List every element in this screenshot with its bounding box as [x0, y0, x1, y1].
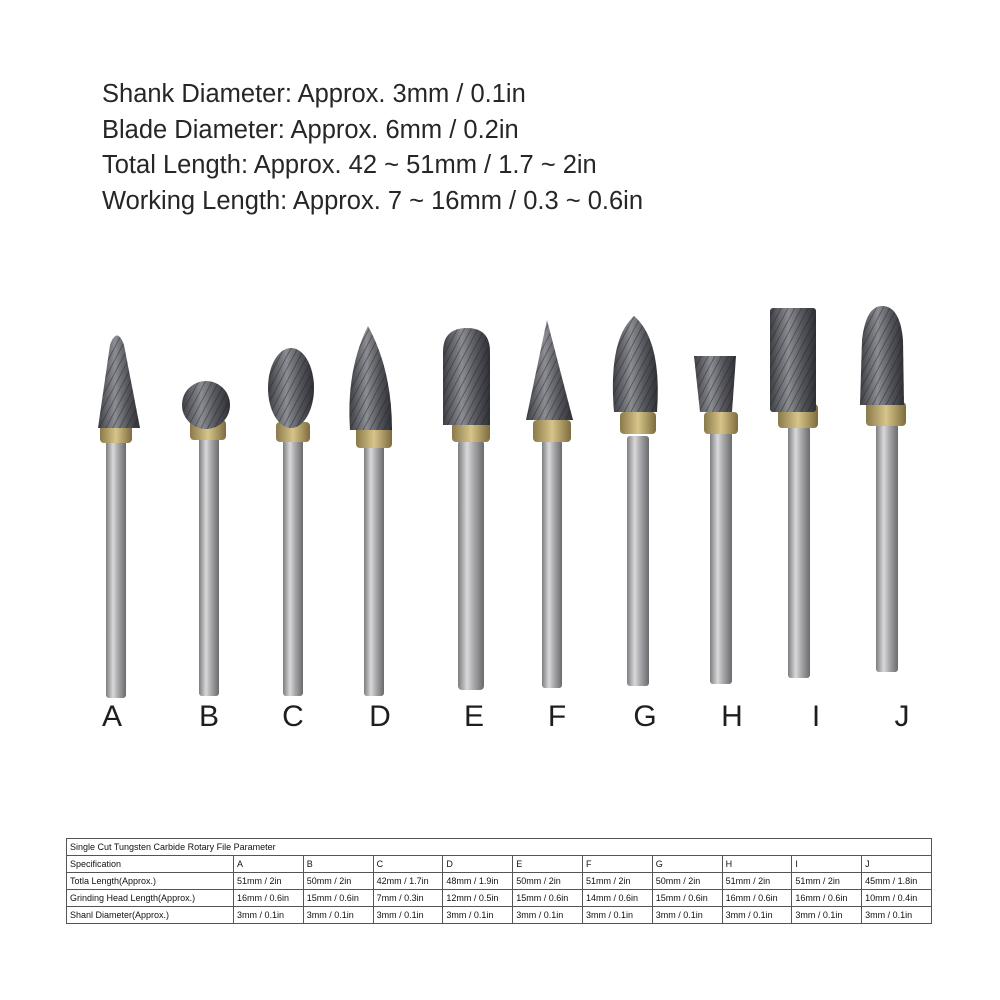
tool-label-g: G [633, 700, 657, 733]
table-cell: 7mm / 0.3in [373, 890, 443, 907]
table-cell: 48mm / 1.9in [443, 873, 513, 890]
table-cell: 3mm / 0.1in [234, 907, 304, 924]
table-cell: 3mm / 0.1in [582, 907, 652, 924]
spec-blade-diameter: Blade Diameter: Approx. 6mm / 0.2in [102, 115, 519, 144]
table-header-cell: F [582, 856, 652, 873]
table-cell: 10mm / 0.4in [862, 890, 932, 907]
tool-label-h: H [721, 700, 743, 733]
table-header-cell: J [862, 856, 932, 873]
table-cell: 3mm / 0.1in [722, 907, 792, 924]
table-cell: 16mm / 0.6in [722, 890, 792, 907]
table-cell: 50mm / 2in [303, 873, 373, 890]
table-cell: 51mm / 2in [722, 873, 792, 890]
table-title-row [67, 839, 932, 856]
table-header-cell: C [373, 856, 443, 873]
table-header-cell: G [652, 856, 722, 873]
table-header-cell: B [303, 856, 373, 873]
spec-list [102, 77, 643, 219]
burr-j [860, 306, 906, 672]
spec-working-length: Working Length: Approx. 7 ~ 16mm / 0.3 ~ 0.6in [102, 186, 644, 215]
burr-g [613, 316, 658, 686]
table-header-cell: E [513, 856, 583, 873]
table-cell: 42mm / 1.7in [373, 873, 443, 890]
table-cell: 12mm / 0.5in [443, 890, 513, 907]
tool-label-e: E [463, 700, 484, 733]
table-cell: 15mm / 0.6in [513, 890, 583, 907]
table-cell: 16mm / 0.6in [234, 890, 304, 907]
table-cell: 3mm / 0.1in [862, 907, 932, 924]
burr-h [694, 356, 738, 684]
table-cell: 3mm / 0.1in [443, 907, 513, 924]
table-row [67, 890, 932, 907]
burr-a [98, 336, 140, 699]
burr-i [770, 308, 818, 678]
tool-label-d: D [369, 700, 391, 733]
table-cell: 50mm / 2in [652, 873, 722, 890]
table-cell: 3mm / 0.1in [513, 907, 583, 924]
burr-e [443, 328, 490, 690]
table-cell: 3mm / 0.1in [792, 907, 862, 924]
table-header-cell: H [722, 856, 792, 873]
burr-c [268, 348, 314, 696]
table-header-row [67, 856, 932, 873]
burr-f [526, 320, 573, 688]
burr-d [349, 326, 392, 696]
row-label: Totla Length(Approx.) [67, 873, 234, 890]
burr-b [182, 381, 230, 696]
tool-label-i: I [811, 700, 821, 733]
table-cell: 3mm / 0.1in [652, 907, 722, 924]
row-label: Shanl Diameter(Approx.) [67, 907, 234, 924]
rotary-file-set-image [0, 295, 1000, 705]
table-cell: 3mm / 0.1in [303, 907, 373, 924]
table-header-cell: A [234, 856, 304, 873]
table-cell: 14mm / 0.6in [582, 890, 652, 907]
tool-label-f: F [547, 700, 567, 733]
tool-label-j: J [894, 700, 910, 733]
table-cell: 50mm / 2in [513, 873, 583, 890]
table-title: Single Cut Tungsten Carbide Rotary File Parameter [67, 839, 932, 856]
table-cell: 45mm / 1.8in [862, 873, 932, 890]
tool-label-b: B [198, 700, 219, 733]
row-label: Grinding Head Length(Approx.) [67, 890, 234, 907]
table-header-label: Specification [67, 856, 234, 873]
tool-label-a: A [101, 700, 122, 733]
table-cell: 51mm / 2in [792, 873, 862, 890]
table-row [67, 873, 932, 890]
table-header-cell: D [443, 856, 513, 873]
table-cell: 15mm / 0.6in [652, 890, 722, 907]
table-row [67, 907, 932, 924]
table-cell: 51mm / 2in [582, 873, 652, 890]
table-cell: 16mm / 0.6in [792, 890, 862, 907]
table-cell: 51mm / 2in [234, 873, 304, 890]
spec-shank-diameter: Shank Diameter: Approx. 3mm / 0.1in [102, 80, 526, 108]
tool-label-c: C [282, 700, 304, 733]
table-header-cell: I [792, 856, 862, 873]
table-cell: 15mm / 0.6in [303, 890, 373, 907]
spec-total-length: Total Length: Approx. 42 ~ 51mm / 1.7 ~ 2in [102, 151, 597, 179]
parameter-table [66, 838, 932, 924]
table-cell: 3mm / 0.1in [373, 907, 443, 924]
